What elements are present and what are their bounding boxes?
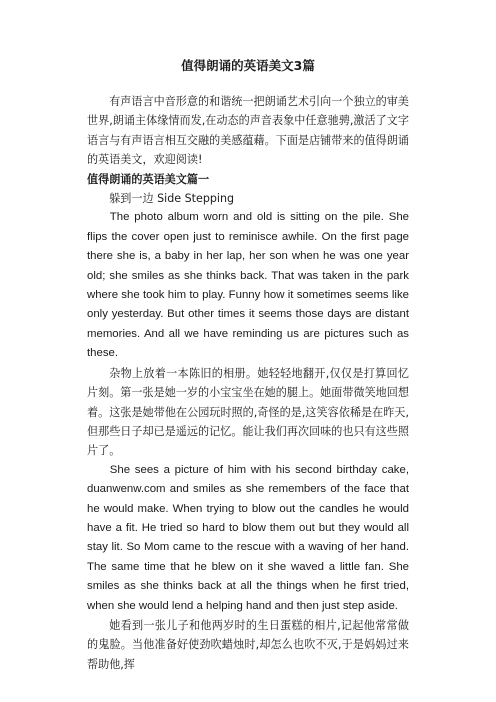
- body-paragraph-4: 她看到一张儿子和他两岁时的生日蛋糕的相片,记起他常常做的鬼脸。当他准备好使劲吹蜡烛时,却怎么也吹不灭,于是妈妈过来帮助他,挥: [87, 618, 409, 671]
- body-paragraph-3: She sees a picture of him with his second birthday cake, duanwenw.com and smiles as she remembers of the face that he would make. When trying to blow out the candles he would have a fit. He tried so hard to blow them out but they would all stay lit. So Mom came to the rescue with a waving of her hand. The same time that he blew on it she waved a little fan. She smiles as she thinks back at all the things when he first tried, when she would lend a helping hand and then just step aside.: [87, 463, 409, 612]
- body-paragraph-2: 杂物上放着一本陈旧的相册。她轻轻地翻开,仅仅是打算回忆片刻。第一张是她一岁的小宝宝坐在她的腿上。她面带微笑地回想着。这张是她带他在公园玩时照的,奇怪的是,这笑容依稀是在昨天,但那些日子却已是遥远的记忆。能让我们再次回味的也只有这些照片了。: [87, 366, 409, 458]
- page-title: 值得朗诵的英语美文3篇: [181, 58, 315, 73]
- article-subtitle: 躲到一边 Side Stepping: [109, 192, 235, 206]
- intro-paragraph: 有声语言中音形意的和谐统一把朗诵艺术引向一个独立的审美世界,朗诵主体缘情而发,在动态的声音表象中任意驰骋,激活了文字语言与有声语言相互交融的美感蕴藉。下面是店铺带来的值得朗诵的英语美文，欢迎阅读!: [87, 95, 409, 167]
- body-paragraph-1: The photo album worn and old is sitting on the pile. She flips the cover open just to reminisce awhile. On the first page there she is, a baby in her lap, her son when he was one year old; she smiles as she thinks back. That was taken in the park where she took him to play. Funny how it sometimes seems like only yesterday. But other times it seems those days are distant memories. And all we have reminding us are pictures such as these.: [87, 211, 409, 360]
- section-heading: 值得朗诵的英语美文篇一: [87, 172, 210, 186]
